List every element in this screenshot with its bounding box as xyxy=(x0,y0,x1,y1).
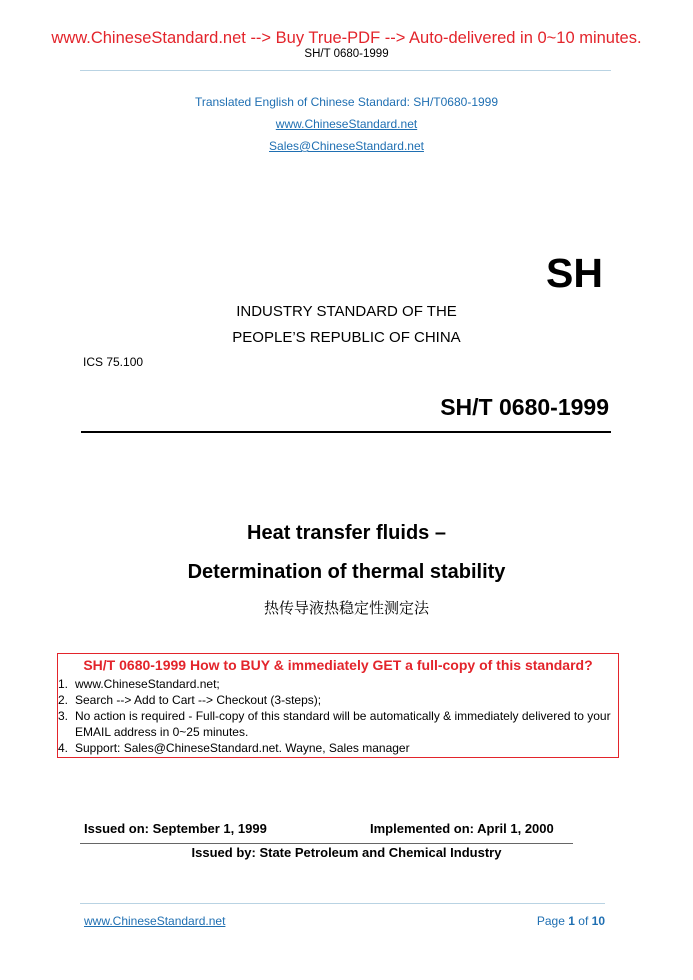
buy-info-box xyxy=(57,653,619,758)
buy-step: 1. www.ChineseStandard.net; xyxy=(58,677,220,691)
buy-steps-list xyxy=(58,676,615,756)
buy-step: 3. No action is required - Full-copy of this standard will be automatically & immediately delivered to your EMAIL address in 0~25 minutes. xyxy=(58,709,611,739)
page-indicator: Page 1 of 10 xyxy=(536,914,605,928)
issued-by: Issued by: State Petroleum and Chemical Industry xyxy=(191,845,502,860)
title-divider xyxy=(81,431,611,433)
title-line1: Heat transfer fluids – xyxy=(247,522,446,544)
email-link[interactable]: Sales@ChineseStandard.net xyxy=(269,139,424,153)
header-standard-code: SH/T 0680-1999 xyxy=(304,48,389,60)
top-banner: www.ChineseStandard.net --> Buy True-PDF --> Auto-delivered in 0~10 minutes. xyxy=(51,29,642,47)
implemented-on: Implemented on: April 1, 2000 xyxy=(370,821,554,836)
ics-code: ICS 75.100 xyxy=(83,355,144,369)
page-current: 1 xyxy=(568,914,575,928)
title-line2: Determination of thermal stability xyxy=(187,561,506,583)
footer-divider xyxy=(80,903,605,904)
footer-website-link[interactable]: www.ChineseStandard.net xyxy=(84,914,226,928)
buy-heading: SH/T 0680-1999 How to BUY & immediately GET a full-copy of this standard? xyxy=(83,657,593,673)
issued-on: Issued on: September 1, 1999 xyxy=(84,821,267,836)
page-total: 10 xyxy=(591,914,605,928)
title-chinese: 热传导液热稳定性测定法 xyxy=(263,599,429,617)
buy-step: 2. Search --> Add to Cart --> Checkout (3-steps); xyxy=(58,693,322,707)
standard-number: SH/T 0680-1999 xyxy=(440,394,609,420)
website-link[interactable]: www.ChineseStandard.net xyxy=(275,117,418,131)
buy-step: 4. Support: Sales@ChineseStandard.net. Wayne, Sales manager xyxy=(58,741,410,755)
translation-note: Translated English of Chinese Standard: SH/T0680-1999 xyxy=(194,95,499,109)
header-divider xyxy=(80,70,611,71)
sh-mark: SH xyxy=(546,250,603,296)
issue-divider xyxy=(80,843,573,844)
industry-standard-line2: PEOPLE’S REPUBLIC OF CHINA xyxy=(232,329,461,346)
industry-standard-line1: INDUSTRY STANDARD OF THE xyxy=(236,303,457,320)
